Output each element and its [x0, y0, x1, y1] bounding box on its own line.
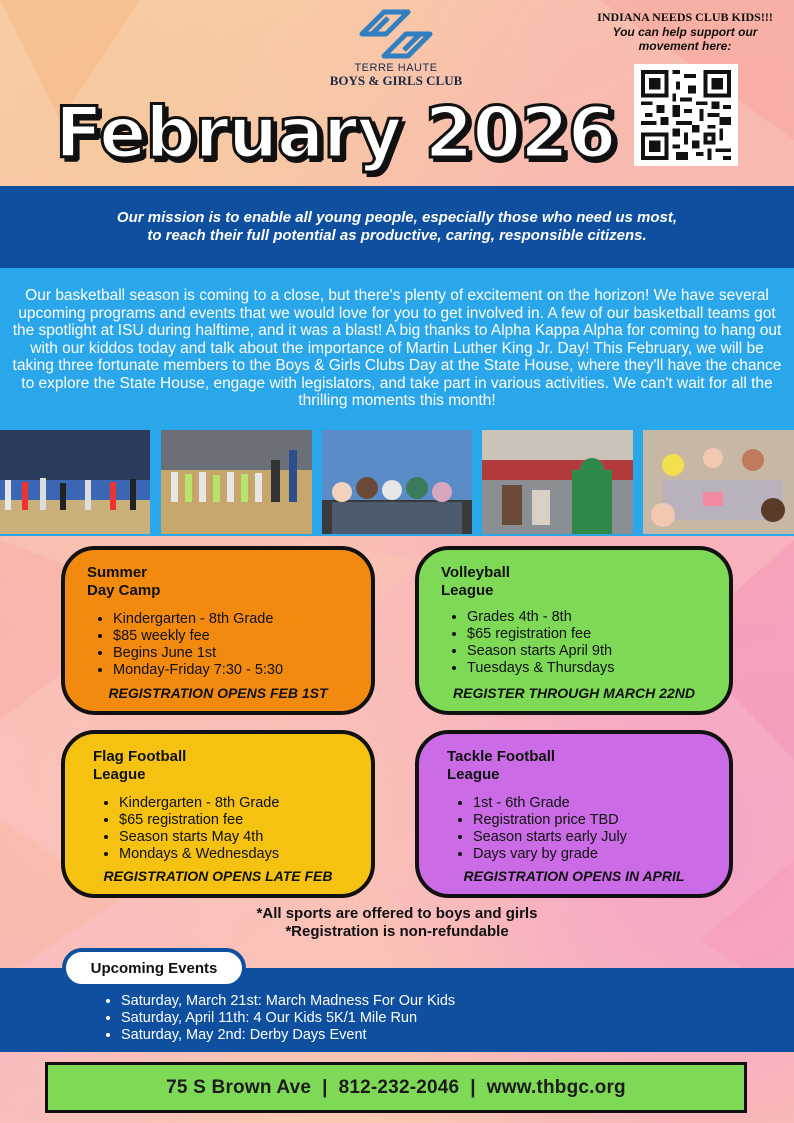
mission-banner: Our mission is to enable all young people, especially those who need us most, to reach their full potential as productive, caring, responsible citizens. [0, 186, 794, 268]
card-list [113, 611, 353, 679]
list-item: • Saturday, March 21st: March Madness For Our Kids [121, 993, 455, 1010]
list-item: • Saturday, April 11th: 4 Our Kids 5K/1 Mile Run [121, 1010, 455, 1027]
list-item: • Season starts early July [473, 829, 711, 846]
program-notes [0, 905, 794, 941]
qr-code-icon[interactable] [634, 64, 738, 166]
support-line-1: You can help support our [612, 25, 758, 39]
boys-girls-club-hands-logo [356, 8, 436, 60]
list-item: • Saturday, May 2nd: Derby Days Event [121, 1027, 455, 1044]
list-item: • Kindergarten - 8th Grade [119, 795, 353, 812]
card-title-line-2: League [93, 766, 146, 783]
list-item: • Days vary by grade [473, 846, 711, 863]
card-summer-day-camp [61, 546, 375, 715]
logo-line-1: TERRE HAUTE [354, 62, 438, 74]
list-item: • Grades 4th - 8th [467, 609, 711, 626]
card-registration-note: REGISTRATION OPENS LATE FEB [103, 868, 333, 884]
photo-strip [0, 428, 794, 536]
list-item: • Mondays & Wednesdays [119, 846, 353, 863]
card-list [119, 795, 353, 863]
card-title-line-2: Day Camp [87, 582, 161, 599]
card-registration-note: REGISTRATION OPENS IN APRIL [463, 868, 685, 884]
photo-gym-kids [161, 430, 312, 534]
photo-cafeteria [482, 430, 633, 534]
upcoming-events-heading: Upcoming Events [62, 948, 246, 988]
card-title-line-1: Volleyball [441, 564, 510, 581]
list-item: • 1st - 6th Grade [473, 795, 711, 812]
note-sports-for-all: *All sports are offered to boys and girls [256, 905, 538, 922]
card-registration-note: REGISTER THROUGH MARCH 22ND [453, 685, 695, 701]
list-item: • Season starts May 4th [119, 829, 353, 846]
support-callout [580, 10, 790, 53]
list-item: • Tuesdays & Thursdays [467, 660, 711, 677]
card-tackle-football-league [415, 730, 733, 898]
note-non-refundable: *Registration is non-refundable [285, 923, 509, 940]
list-item: • $85 weekly fee [113, 628, 353, 645]
list-item: • $65 registration fee [119, 812, 353, 829]
list-item: • Monday-Friday 7:30 - 5:30 [113, 662, 353, 679]
contact-footer: 75 S Brown Ave | 812-232-2046 | www.thbgc.org [45, 1062, 747, 1113]
card-list [473, 795, 711, 863]
photo-group-blue-room [322, 430, 472, 534]
photo-craft-table [643, 430, 794, 534]
card-registration-note: REGISTRATION OPENS FEB 1ST [108, 685, 328, 701]
list-item: • $65 registration fee [467, 626, 711, 643]
support-line-2: movement here: [638, 39, 732, 53]
events-list [121, 993, 455, 1044]
club-logo [318, 8, 474, 88]
card-title-line-2: League [441, 582, 494, 599]
list-item: • Season starts April 9th [467, 643, 711, 660]
logo-line-2: BOYS & GIRLS CLUB [329, 73, 463, 88]
list-item: • Registration price TBD [473, 812, 711, 829]
card-flag-football-league [61, 730, 375, 898]
card-list [467, 609, 711, 677]
card-title-line-1: Flag Football [93, 748, 187, 765]
photo-basketball-court [0, 430, 150, 534]
list-item: • Kindergarten - 8th Grade [113, 611, 353, 628]
intro-paragraph: Our basketball season is coming to a close, but there's plenty of excitement on the horizon! We have several upcoming programs and events that we would love for you to get involved in. A few of our basketball teams got the spotlight at ISU during halftime, and it was a blast! A big thanks to Alpha Kappa Alpha for coming to hang out with our kiddos today and talk about the importance of Martin Luther King Jr. Day! This February, we will be taking three fortunate members to the Boys & Girls Clubs Day at the State House, where they'll have the chance to explore the State House, engage with legislators, and take part in various activities. We can't wait for all the thrilling moments this month! [0, 268, 794, 428]
card-title-line-1: Tackle Football [447, 748, 556, 765]
card-title-line-1: Summer [87, 564, 148, 581]
support-headline: INDIANA NEEDS CLUB KIDS!!! [597, 10, 773, 24]
card-title-line-2: League [447, 766, 500, 783]
list-item: • Begins June 1st [113, 645, 353, 662]
card-volleyball-league [415, 546, 733, 715]
page-title: February 2026 [55, 92, 616, 174]
